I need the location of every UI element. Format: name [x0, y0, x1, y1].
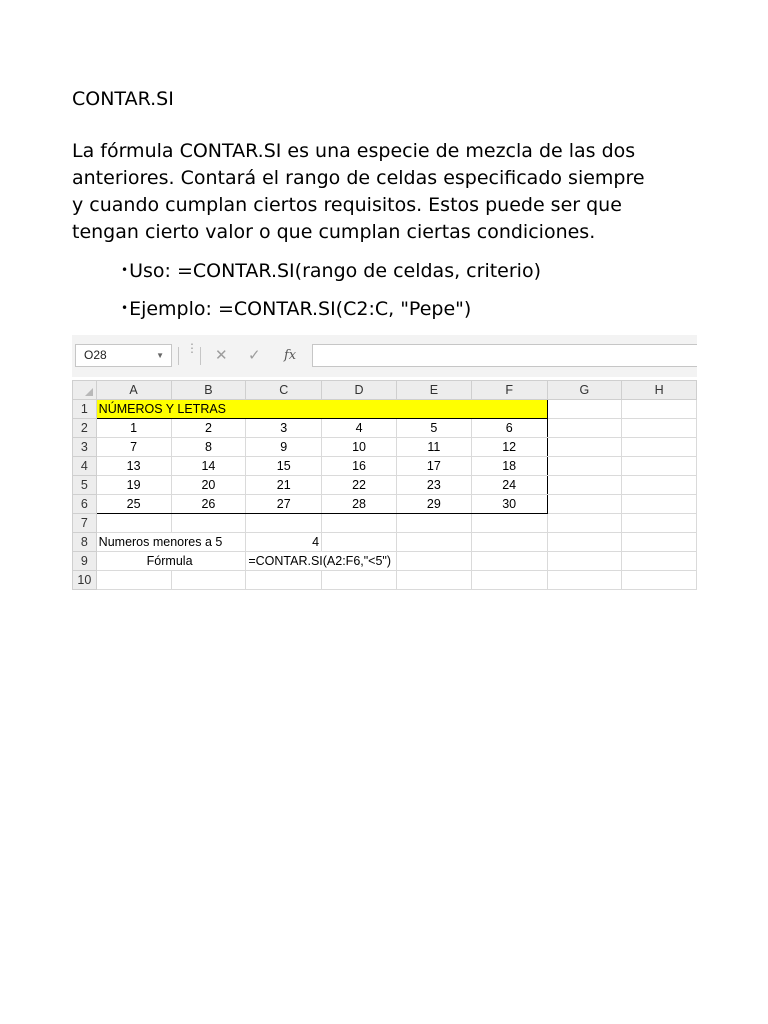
- cell[interactable]: [547, 533, 622, 552]
- intro-paragraph: [72, 138, 692, 246]
- cell[interactable]: [96, 514, 171, 533]
- cell[interactable]: [547, 495, 622, 514]
- row9-label: Fórmula: [146, 554, 193, 568]
- cell[interactable]: [547, 457, 622, 476]
- cell[interactable]: 6: [471, 419, 547, 438]
- cell[interactable]: [322, 533, 397, 552]
- cell[interactable]: 2: [171, 419, 246, 438]
- formula-bar: [72, 335, 697, 377]
- cell[interactable]: [622, 495, 697, 514]
- cell[interactable]: 14: [171, 457, 246, 476]
- cell[interactable]: [622, 533, 697, 552]
- name-box[interactable]: [75, 344, 172, 367]
- cell[interactable]: 29: [396, 495, 471, 514]
- name-box-value: O28: [84, 348, 107, 362]
- cell[interactable]: [96, 571, 171, 590]
- cell[interactable]: [171, 514, 246, 533]
- cell[interactable]: 3: [246, 419, 322, 438]
- column-header[interactable]: D: [322, 381, 397, 400]
- cell[interactable]: 8: [171, 438, 246, 457]
- column-header[interactable]: A: [96, 381, 171, 400]
- row-header[interactable]: 4: [73, 457, 97, 476]
- paragraph-line: y cuando cumplan ciertos requisitos. Estos puede ser que: [72, 194, 622, 216]
- paragraph-line: anteriores. Contará el rango de celdas especificado siempre: [72, 167, 645, 189]
- bullet-marker: •: [121, 301, 129, 315]
- cell[interactable]: [396, 533, 471, 552]
- row-header[interactable]: 9: [73, 552, 97, 571]
- row-header[interactable]: 2: [73, 419, 97, 438]
- cell[interactable]: [246, 400, 322, 419]
- cell[interactable]: 15: [246, 457, 322, 476]
- column-header[interactable]: C: [246, 381, 322, 400]
- column-header[interactable]: H: [622, 381, 697, 400]
- bullet-marker: •: [121, 263, 129, 277]
- cell[interactable]: [396, 552, 471, 571]
- chevron-down-icon[interactable]: ▼: [156, 351, 164, 360]
- cell[interactable]: [547, 476, 622, 495]
- cell[interactable]: 12: [471, 438, 547, 457]
- formula-input[interactable]: [312, 344, 697, 367]
- row9-formula: =CONTAR.SI(A2:F6,"<5"): [248, 554, 392, 568]
- cell[interactable]: [547, 438, 622, 457]
- cell[interactable]: [547, 514, 622, 533]
- cell-a1[interactable]: [96, 400, 227, 419]
- enter-check-icon[interactable]: ✓: [248, 347, 261, 364]
- cell[interactable]: 23: [396, 476, 471, 495]
- cell[interactable]: 26: [171, 495, 246, 514]
- divider: [200, 347, 201, 365]
- row-header[interactable]: 7: [73, 514, 97, 533]
- sheet-grid: [72, 380, 697, 590]
- cell[interactable]: 4: [322, 419, 397, 438]
- column-header[interactable]: B: [171, 381, 246, 400]
- cell[interactable]: [396, 571, 471, 590]
- cell[interactable]: [471, 533, 547, 552]
- row-header[interactable]: 3: [73, 438, 97, 457]
- cell[interactable]: 24: [471, 476, 547, 495]
- spreadsheet-screenshot: [72, 335, 697, 595]
- bullet-ejemplo: [121, 295, 471, 322]
- cell[interactable]: [622, 457, 697, 476]
- cell[interactable]: 28: [322, 495, 397, 514]
- cell[interactable]: [471, 571, 547, 590]
- row-header[interactable]: 8: [73, 533, 97, 552]
- cell[interactable]: [322, 514, 397, 533]
- row-header[interactable]: 1: [73, 400, 97, 419]
- cell[interactable]: [471, 552, 547, 571]
- cell[interactable]: 17: [396, 457, 471, 476]
- cancel-icon[interactable]: ✕: [215, 347, 228, 364]
- column-header[interactable]: E: [396, 381, 471, 400]
- row-header[interactable]: 6: [73, 495, 97, 514]
- cell[interactable]: [171, 571, 246, 590]
- divider: [178, 347, 179, 365]
- cell-a9[interactable]: [96, 552, 193, 571]
- row-header[interactable]: 10: [73, 571, 97, 590]
- cell[interactable]: 11: [396, 438, 471, 457]
- cell[interactable]: [547, 571, 622, 590]
- cell[interactable]: [622, 514, 697, 533]
- select-all-corner[interactable]: [73, 381, 97, 400]
- cell[interactable]: [622, 438, 697, 457]
- grip-icon: ⋮: [186, 341, 197, 355]
- bullet-uso-text: Uso: =CONTAR.SI(rango de celdas, criterio): [129, 260, 541, 282]
- paragraph-line: tengan cierto valor o que cumplan ciertas condiciones.: [72, 221, 596, 243]
- bullet-ejemplo-text: Ejemplo: =CONTAR.SI(C2:C, "Pepe"): [129, 298, 472, 320]
- column-header[interactable]: F: [471, 381, 547, 400]
- bullet-uso: [121, 257, 541, 284]
- cell[interactable]: [547, 400, 622, 419]
- cell[interactable]: 25: [96, 495, 171, 514]
- cell[interactable]: 16: [322, 457, 397, 476]
- corner-triangle-icon: [85, 388, 93, 396]
- cell[interactable]: 10: [322, 438, 397, 457]
- cell[interactable]: 19: [96, 476, 171, 495]
- cell[interactable]: [547, 419, 622, 438]
- cell[interactable]: 22: [322, 476, 397, 495]
- cell[interactable]: 27: [246, 495, 322, 514]
- column-header[interactable]: G: [547, 381, 622, 400]
- cell[interactable]: 9: [246, 438, 322, 457]
- cell[interactable]: 21: [246, 476, 322, 495]
- cell[interactable]: [396, 400, 471, 419]
- row-header[interactable]: 5: [73, 476, 97, 495]
- cell[interactable]: 5: [396, 419, 471, 438]
- cell-a8[interactable]: [96, 533, 223, 552]
- cell-c8[interactable]: 4: [246, 533, 322, 552]
- cell[interactable]: [471, 514, 547, 533]
- cell[interactable]: [396, 514, 471, 533]
- paragraph-line: La fórmula CONTAR.SI es una especie de mezcla de las dos: [72, 140, 636, 162]
- cell[interactable]: [322, 571, 397, 590]
- cell[interactable]: 7: [96, 438, 171, 457]
- cell[interactable]: 1: [96, 419, 171, 438]
- cell[interactable]: [622, 571, 697, 590]
- cell[interactable]: 30: [471, 495, 547, 514]
- cell[interactable]: [622, 419, 697, 438]
- page-title: CONTAR.SI: [72, 88, 174, 110]
- cell[interactable]: [246, 571, 322, 590]
- cell[interactable]: 20: [171, 476, 246, 495]
- row8-label: Numeros menores a 5: [98, 535, 223, 549]
- cell-c9[interactable]: [246, 552, 392, 571]
- fx-icon[interactable]: fx: [284, 348, 297, 363]
- cell[interactable]: [322, 400, 397, 419]
- cell[interactable]: [547, 552, 622, 571]
- cell[interactable]: 18: [471, 457, 547, 476]
- cell[interactable]: 13: [96, 457, 171, 476]
- cell[interactable]: [246, 514, 322, 533]
- cell[interactable]: [622, 400, 697, 419]
- cell[interactable]: [471, 400, 547, 419]
- header-cell-text: NÚMEROS Y LETRAS: [98, 402, 227, 416]
- cell[interactable]: [622, 552, 697, 571]
- cell[interactable]: [622, 476, 697, 495]
